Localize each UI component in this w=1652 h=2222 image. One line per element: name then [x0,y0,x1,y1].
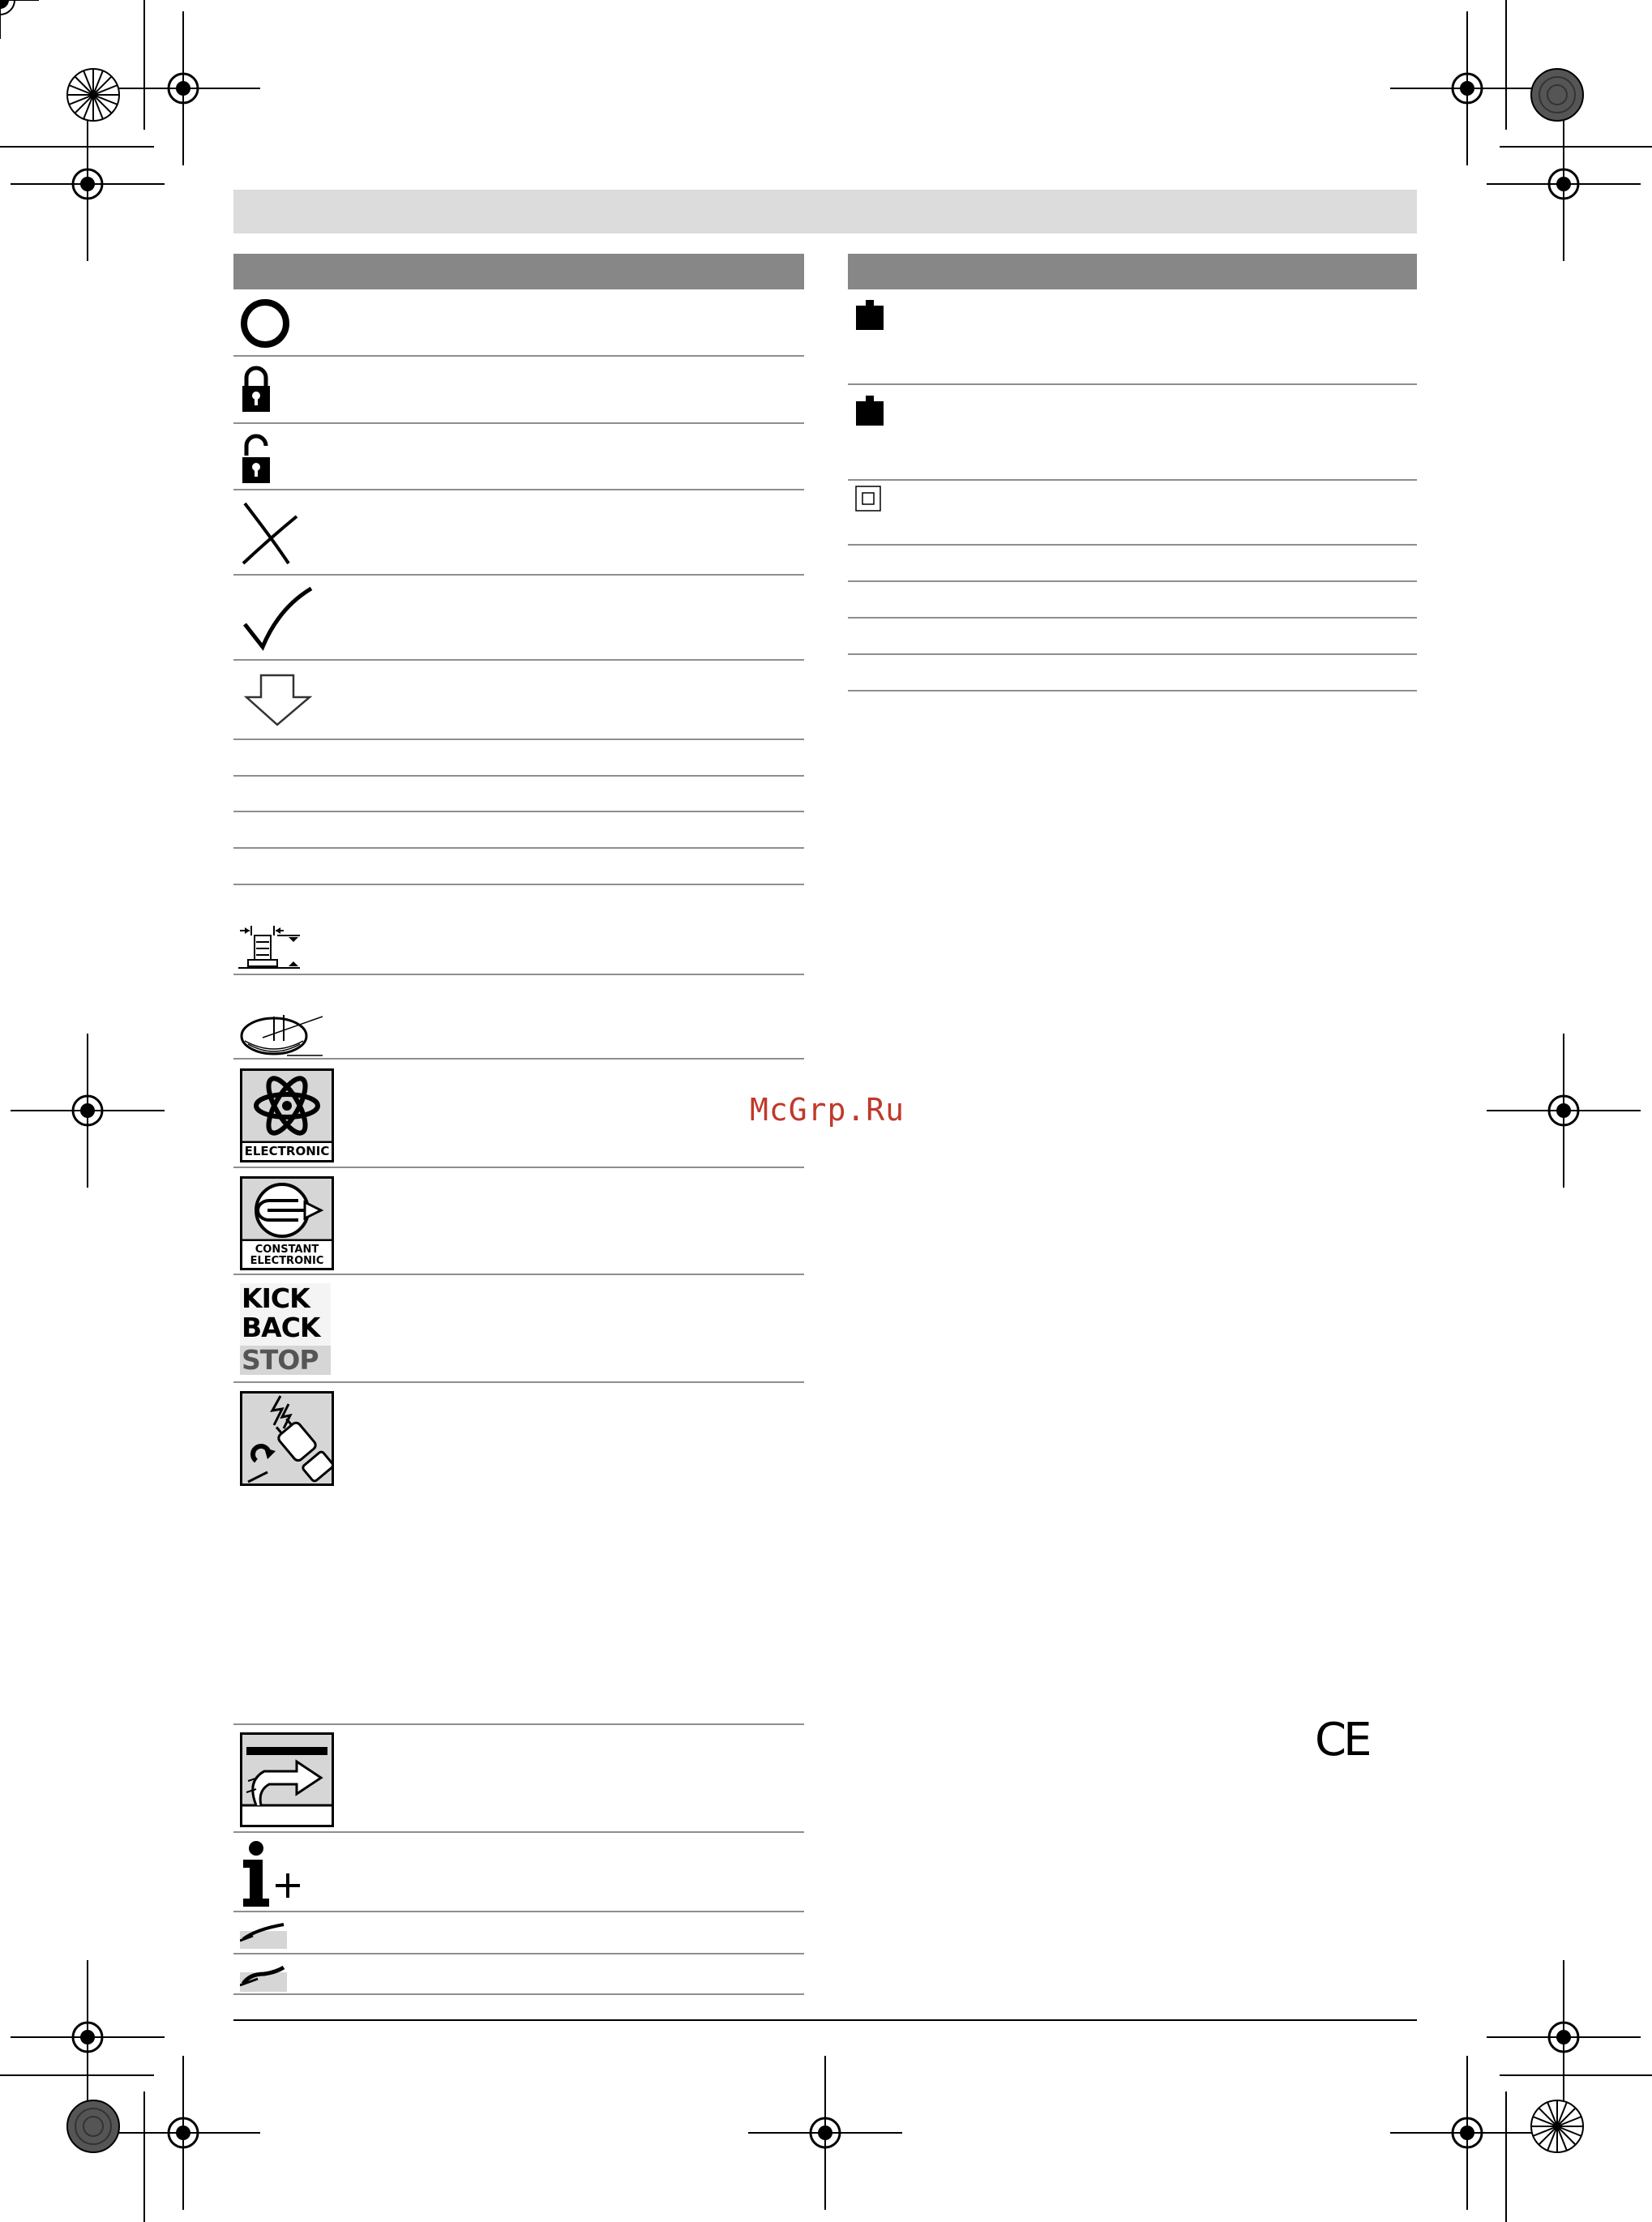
constant-electronic-label [240,1244,334,1267]
restart-protection-icon [240,1391,334,1488]
row-divider [233,659,804,661]
constant-label-line-1: CONSTANT [255,1244,319,1256]
roughing-angle-icon [240,1956,287,1992]
weight-icon [854,298,885,332]
row-divider [233,1953,804,1954]
row-divider [233,847,804,849]
section-title-band [233,190,1417,233]
protection-class-ii-icon [854,485,882,512]
row-divider [848,479,1417,481]
row-divider [848,653,1417,655]
depth-stop-icon [237,919,302,973]
kickback-line-1: KICK [242,1282,310,1314]
kickback-stop-icon [240,1283,331,1374]
row-divider [233,775,804,777]
lock-open-icon [240,430,272,486]
electronic-icon [240,1068,334,1162]
constant-label-line-2: ELECTRONIC [250,1255,324,1267]
ce-mark: CE [1315,1714,1369,1766]
row-divider [848,617,1417,619]
row-divider [233,1167,804,1168]
row-divider [233,1274,804,1275]
left-column-header [233,254,804,289]
arrow-down-icon [243,673,313,728]
row-divider [848,580,1417,582]
disc-icon [238,1008,323,1059]
row-divider [233,355,804,357]
checkmark-icon [240,584,316,658]
row-divider [233,1381,804,1383]
row-divider [233,1723,804,1725]
ring-icon [238,297,292,350]
kickback-line-2: BACK [242,1312,320,1343]
right-column-header [848,254,1417,289]
constant-electronic-icon [240,1176,334,1270]
weight-icon-2 [854,394,885,428]
watermark: McGrp.Ru [750,1092,905,1128]
row-divider [848,544,1417,546]
kickback-line-3: STOP [242,1344,319,1376]
row-divider [233,1993,804,1995]
row-divider [848,690,1417,691]
row-divider [233,1831,804,1833]
row-divider [233,811,804,812]
cross-icon [240,499,305,568]
row-divider [233,422,804,424]
row-divider [233,574,804,576]
row-divider [233,489,804,490]
info-plus-icon [240,1840,305,1908]
row-divider [233,974,804,975]
guard-adjust-icon [240,1732,334,1828]
grinding-angle-icon [240,1915,287,1949]
lock-closed-icon [240,363,272,417]
row-divider [233,739,804,740]
row-divider [233,1911,804,1912]
footer-rule [233,2019,1417,2021]
row-divider [848,383,1417,385]
electronic-label: ELECTRONIC [244,1144,330,1158]
row-divider [233,884,804,885]
